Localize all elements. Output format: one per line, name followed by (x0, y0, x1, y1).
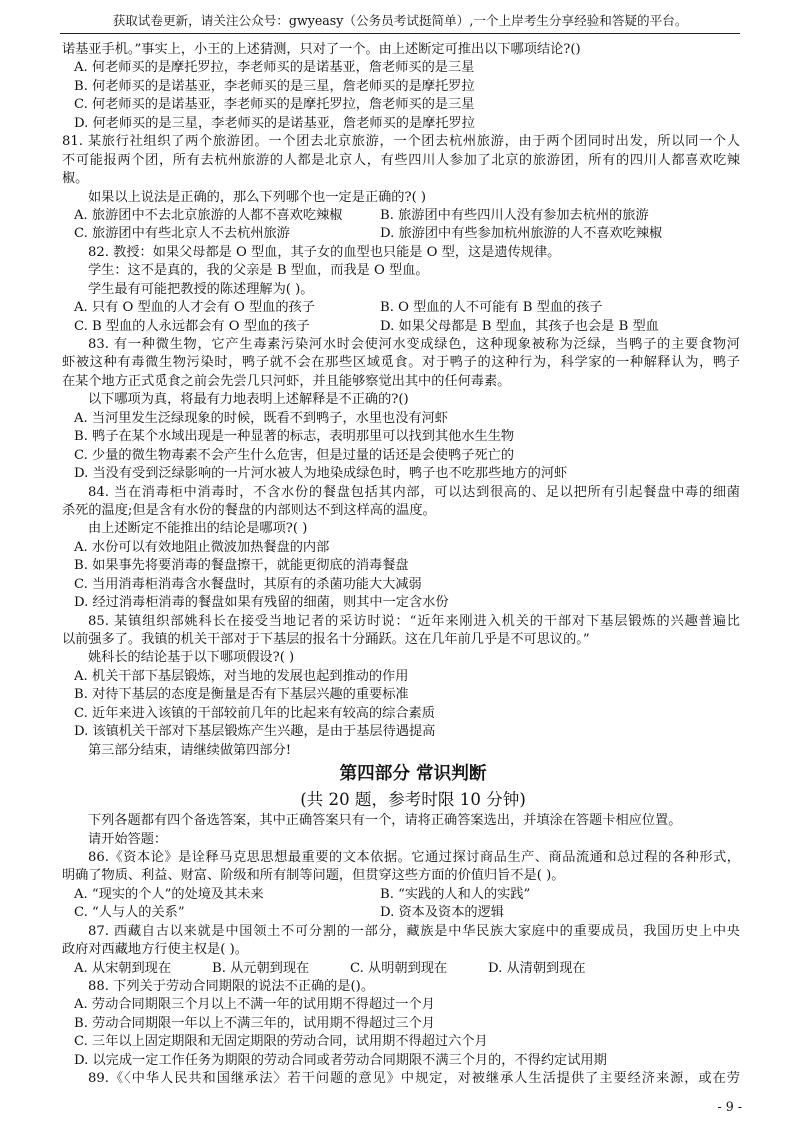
q82-options-row-2 (62, 318, 740, 336)
q82-stem-line-2: 学生：这不是真的，我的父亲是 B 型血，而我是 O 型血。 (88, 263, 429, 279)
q86-options-row-2 (62, 904, 740, 922)
q85-question: 姚科长的结论基于以下哪项假设?( ) (88, 650, 295, 666)
q80-continuation: 诺基亚手机。”事实上，小王的上述猜测，只对了一个。由上述断定可推出以下哪项结论?() (62, 42, 581, 57)
q81-option-a: A. 旅游团中不去北京旅游的人都不喜欢吃辣椒 (74, 207, 343, 223)
q82-option-b: B. O 型血的人不可能有 B 型血的孩子 (380, 300, 603, 316)
q85-stem-line-2: 以前强多了。我镇的机关干部对于下基层的报名十分踊跃。这在几年前几乎是不可思议的。” (62, 632, 590, 647)
q87-option-a: A. 从宋朝到现在 (74, 960, 172, 976)
q81-stem-line-3: 椒。 (62, 171, 89, 187)
q85-stem-line-1: 85. 某镇组织部姚科长在接受当地记者的采访时说：“近年来刚进入机关的干部对下基层锻炼的兴趣普遍比 (88, 613, 740, 629)
q83-option-a: A. 当河里发生泛绿现象的时候，既看不到鸭子，水里也没有河虾 (74, 410, 448, 426)
page-header: 获取试卷更新，请关注公众号：gwyeasy（公务员考试挺简单）,一个上岸考生分享经验和答疑的平台。 (60, 12, 740, 34)
q82-question: 学生最有可能把教授的陈述理解为( )。 (88, 281, 314, 297)
q87-option-c: C. 从明朝到现在 (350, 960, 448, 976)
q86-stem-line-1: 86.《资本论》是诠释马克思思想最重要的文本依据。它通过探讨商品生产、商品流通和总过程的各种形式， (88, 849, 740, 865)
q87-stem-line-1: 87. 西藏自古以来就是中国领土不可分割的一部分，藏族是中华民族大家庭中的重要成员，我国历史上中央 (88, 923, 740, 939)
q81-option-d: D. 旅游团中有些参加杭州旅游的人不喜欢吃辣椒 (380, 226, 663, 242)
q82-option-c: C. B 型血的人永远都会有 O 型血的孩子 (74, 318, 310, 334)
q80-option-d: D. 何老师买的是三星，李老师买的是诺基亚，詹老师买的是摩托罗拉 (74, 115, 475, 131)
q87-option-d: D. 从清朝到现在 (488, 960, 586, 976)
q80-option-c: C. 何老师买的是诺基亚，李老师买的是摩托罗拉，詹老师买的是三星 (74, 97, 475, 113)
q87-options-row (62, 960, 740, 978)
section-subtitle: (共 20 题，参考时限 10 分钟) (300, 790, 526, 810)
q84-stem-line-1: 84. 当在消毒柜中消毒时，不含水份的餐盘包括其内部，可以达到很高的、足以把所有引起餐盘中毒的细菌 (88, 484, 740, 500)
q88-option-d: D. 以完成一定工作任务为期限的劳动合同或者劳动合同期限不满三个月的，不得约定试用期 (74, 1052, 607, 1068)
q84-option-b: B. 如果事先将要消毒的餐盘擦干，就能更彻底的消毒餐盘 (74, 558, 409, 574)
part-three-end-note: 第三部分结束，请继续做第四部分! (88, 742, 292, 758)
q85-option-c: C. 近年来进入该镇的干部较前几年的比起来有较高的综合素质 (74, 705, 435, 721)
q82-option-a: A. 只有 O 型血的人才会有 O 型血的孩子 (74, 300, 315, 316)
q84-option-c: C. 当用消毒柜消毒含水餐盘时，其原有的杀菌功能大大减弱 (74, 576, 422, 592)
q87-stem-line-2: 政府对西藏地方行使主权是( )。 (62, 942, 248, 958)
q88-option-b: B. 劳动合同期限一年以上不满三年的，试用期不得超过三个月 (74, 1015, 435, 1031)
q86-option-d: D. 资本及资本的逻辑 (380, 905, 504, 921)
section-title: 第四部分 常识判断 (339, 763, 487, 785)
q82-option-d: D. 如果父母都是 B 型血，其孩子也会是 B 型血 (380, 318, 659, 334)
q81-options-row-2 (62, 225, 740, 243)
page-number: - 9 - (717, 1099, 742, 1114)
q83-stem-line-2: 虾被这种有毒微生物污染时，鸭子就不会在那些区域觅食。对于鸭子的这种行为，科学家的一种解释认为，鸭子 (62, 355, 740, 371)
page-content (62, 41, 740, 1089)
q82-stem-line-1: 82. 教授：如果父母都是 O 型血，其子女的血型也只能是 O 型，这是遗传规律。 (88, 244, 561, 260)
q86-options-row-1 (62, 886, 740, 904)
q83-question: 以下哪项为真，将最有力地表明上述解释是不正确的?() (88, 392, 409, 408)
q81-option-b: B. 旅游团中有些四川人没有参加去杭州的旅游 (380, 207, 649, 223)
q80-option-b: B. 何老师买的是诺基亚，李老师买的是三星，詹老师买的是摩托罗拉 (74, 78, 475, 94)
q88-option-c: C. 三年以上固定期限和无固定期限的劳动合同，试用期不得超过六个月 (74, 1034, 488, 1050)
q86-stem-line-2: 明确了物质、利益、财富、阶级和所有制等问题，但贯穿这些方面的价值归旨不是( )。 (62, 868, 565, 884)
q85-option-b: B. 对待下基层的态度是衡量是否有下基层兴趣的重要标准 (74, 687, 409, 703)
q82-options-row-1 (62, 299, 740, 317)
q86-option-a: A. “现实的个人”的处境及其未来 (74, 886, 264, 902)
q88-question: 88. 下列关于劳动合同期限的说法不正确的是()。 (88, 979, 375, 994)
q84-option-d: D. 经过消毒柜消毒的餐盘如果有残留的细菌，则其中一定含水份 (74, 595, 449, 611)
q88-option-a: A. 劳动合同期限三个月以上不满一年的试用期不得超过一个月 (74, 997, 435, 1013)
q86-option-c: C. “人与人的关系” (74, 905, 185, 921)
section-instruction: 下列各题都有四个备选答案，其中正确答案只有一个，请将正确答案选出，并填涂在答题卡相应位置。 (88, 813, 682, 829)
q83-option-d: D. 当没有受到泛绿影响的一片河水被人为地染成绿色时，鸭子也不吃那些地方的河虾 (74, 466, 568, 482)
q81-question: 如果以上说法是正确的，那么下列哪个也一定是正确的?( ) (88, 189, 427, 205)
q81-option-c: C. 旅游团中有些北京人不去杭州旅游 (74, 226, 290, 242)
q85-option-d: D. 该镇机关干部对下基层锻炼产生兴趣，是由于基层待遇提高 (74, 724, 436, 740)
q81-stem-line-1: 81. 某旅行社组织了两个旅游团。一个团去北京旅游，一个团去杭州旅游，由于两个团同时出发，所以同一个人 (62, 134, 740, 150)
q83-stem-line-3: 在某个地方正式觅食之前会先尝几只河虾，并且能够察觉出其中的任何毒素。 (62, 373, 511, 389)
q84-stem-line-2: 杀死的温度;但是含有水份的餐盘的内部则达不到这样高的温度。 (62, 502, 436, 518)
q85-option-a: A. 机关干部下基层锻炼，对当地的发展也起到推动的作用 (74, 668, 409, 684)
q89-stem-line-1: 89.《〈中华人民共和国继承法〉若干问题的意见》中规定，对被继承人生活提供了主要经济来源，或在劳 (88, 1071, 740, 1087)
q86-option-b: B. “实践的人和人的实践” (380, 886, 531, 902)
q83-option-c: C. 少量的微生物毒素不会产生什么危害，但是过量的话还是会使鸭子死亡的 (74, 447, 515, 463)
q83-option-b: B. 鸭子在某个水域出现是一种显著的标志，表明那里可以找到其他水生生物 (74, 429, 515, 445)
q84-question: 由上述断定不能推出的结论是哪项?( ) (88, 521, 308, 537)
q81-options-row-1 (62, 207, 740, 225)
section-start: 请开始答题： (88, 831, 168, 847)
q84-option-a: A. 水份可以有效地阻止微波加热餐盘的内部 (74, 539, 330, 555)
q87-option-b: B. 从元朝到现在 (212, 960, 310, 976)
q83-stem-line-1: 83. 有一种微生物，它产生毒素污染河水时会使河水变成绿色，这种现象被称为泛绿，当鸭子的主要食物河 (88, 337, 740, 352)
q80-option-a: A. 何老师买的是摩托罗拉，李老师买的是诺基亚，詹老师买的是三星 (74, 60, 475, 76)
q81-stem-line-2: 不可能报两个团，所有去杭州旅游的人都是北京人，有些四川人参加了北京的旅游团，所有的四川人都喜欢吃辣 (62, 152, 740, 168)
